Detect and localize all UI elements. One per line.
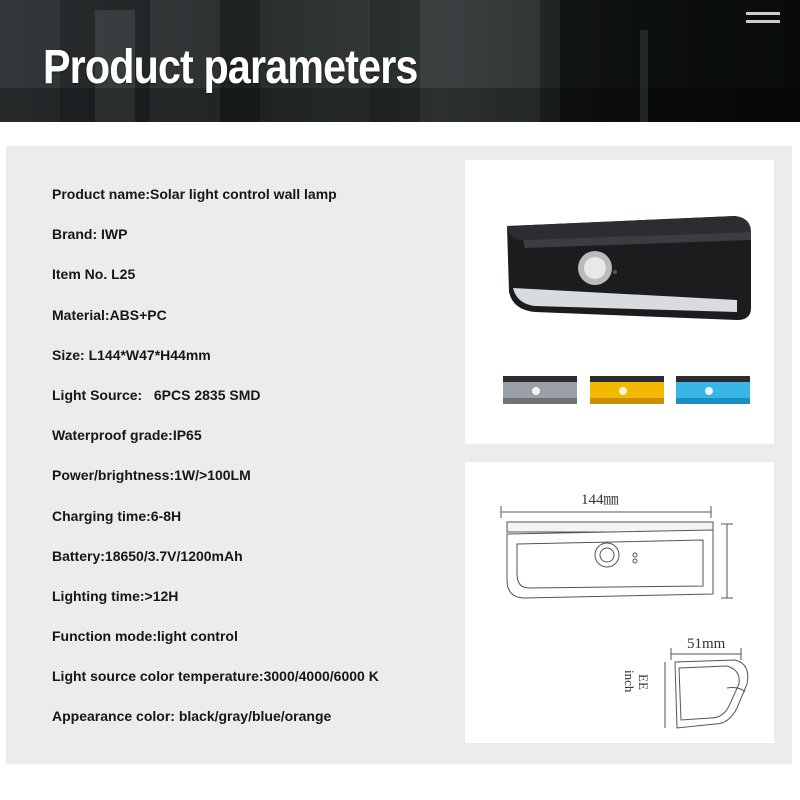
spec-power-brightness: Power/brightness:1W/>100LM <box>52 467 251 484</box>
spec-material: Material:ABS+PC <box>52 306 167 323</box>
hamburger-menu-icon[interactable] <box>746 12 780 26</box>
spec-item-no: Item No. L25 <box>52 266 136 283</box>
spec-battery: Battery:18650/3.7V/1200mAh <box>52 547 243 564</box>
spec-appearance-color: Appearance color: black/gray/blue/orange <box>52 708 332 725</box>
spec-light-source: Light Source: 6PCS 2835 SMD <box>52 386 261 403</box>
spec-waterproof-grade: Waterproof grade:IP65 <box>52 427 202 444</box>
variant-blue <box>676 376 750 404</box>
width-label: 51mm <box>687 636 726 652</box>
spec-charging-time: Charging time:6-8H <box>52 507 182 524</box>
variant-orange <box>590 376 664 404</box>
spec-list <box>52 184 379 747</box>
spec-color-temperature: Light source color temperature:3000/4000/6000 K <box>52 668 379 685</box>
spec-product-name: Product name:Solar light control wall lamp <box>52 186 337 202</box>
dimension-drawing <box>465 462 774 743</box>
spec-lighting-time: Lighting time:>12H <box>52 587 179 604</box>
background-pillar <box>640 30 648 122</box>
page-title: Product parameters <box>43 41 418 94</box>
spec-size: Size: L144*W47*H44mm <box>52 346 211 363</box>
length-label: 144㎜ <box>581 492 619 508</box>
header-banner <box>0 0 800 122</box>
unit-label: inch <box>622 670 637 693</box>
variant-gray <box>503 376 577 404</box>
spec-function-mode: Function mode:light control <box>52 628 238 645</box>
product-photo-card <box>465 160 774 444</box>
height-label: EE <box>636 674 651 690</box>
product-photo <box>465 160 774 444</box>
spec-brand: Brand: IWP <box>52 226 128 243</box>
parameters-panel <box>6 146 792 764</box>
dimension-drawing-card <box>465 462 774 743</box>
